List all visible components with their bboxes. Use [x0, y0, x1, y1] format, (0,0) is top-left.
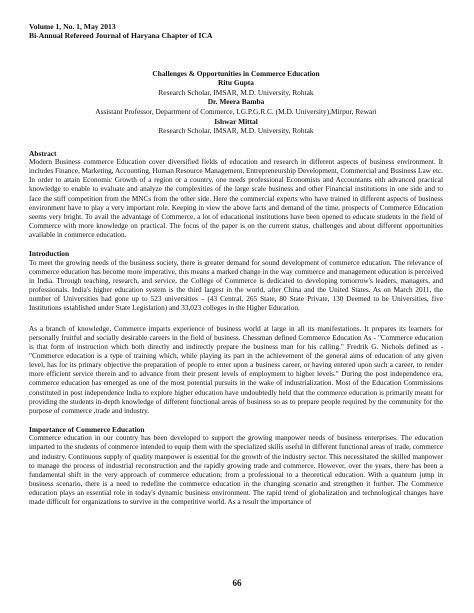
introduction-heading: Introduction	[29, 249, 70, 259]
abstract-heading: Abstract	[29, 148, 57, 158]
author-affiliation: Research Scholar, IMSAR, M.D. University, Rohtak	[158, 87, 314, 97]
author-name: Ishwar Mittal	[214, 116, 258, 126]
author-affiliation: Assistant Professor, Department of Commerce, I.G.P.G.R.C. (M.D. University),Mirpur, Rewari	[95, 106, 377, 116]
author-name: Ritu Gupta	[218, 78, 254, 88]
author-name: Dr. Meera Bamba	[207, 97, 265, 107]
author-affiliation: Research Scholar, IMSAR, M.D. University, Rohtak	[158, 126, 314, 136]
importance-heading: Importance of Commerce Education	[29, 425, 145, 435]
abstract-text: Modern Business commerce Education cover diversified fields of education and research in different aspects of business environment. It includes Finance, Marketing, Accounting, Human Resource Management, Entrepreneurship Development, Commercial and Business Law etc. In order to attain Economic Growth of a region or a country, one needs professional Economists and Accountants eith advanced practical knowledge to enable to evaluate and analyze the complexities of the large scale business and other Financial institutions in one side and to face the stiff competition from the MNCs from the other side. Here the commercial experts who have trained in different aspects of business environment have to play a very important role. Keeping in view the above facts and demand of the time, prospects of Commerce Education seems very bright. To avail the advantage of Commerce, a lot of educational institutions have been opened to educate students in the field of Commerce with more knowledge on practical. The focus of the paper is on the current status, challenges and about different opportunities available in commerce education.	[29, 157, 443, 240]
introduction-paragraph: As a branch of knowledge, Commerce imparts experience of business world at large in all its manifestations. It prepares its learners for personally fruitful and socially desirable careers in the field of business. Chessman defined Commerce Education As - "Commerce education is that form of instruction which both directly and indirectly prepare the business man for his calling." Fredrik G. Nichols defined as - "Commerce education is a type of training which, while playing its part in the achievement of the general aims of education of any given level, has for its primary objective the preparation of people to enter upon a business career, or having entered upon such a career, to render more efficient service therein and to advance from their present levels of employment to higher levels." During the post independence era, commerce education has emerged as one of the most potential pursuits in the wake of industrialization. Most of the Education Commissions constituted in post independence India to explore higher education have undoubtedly held that the commerce education is primarily meant for providing the students in-depth knowledge of different functional areas of business so as to prepare people required by the community for the purpose of commerce ,trade and industry.	[29, 324, 443, 415]
introduction-paragraph: To meet the growing needs of the business society, there is greater demand for sound development of commerce education. The relevance of commerce education has become more imperative, this means a marked change in the way commerce and management education is perceived in India. Through teaching, research, and service, the College of Commerce is dedicated to developing tomorrow's leaders, managers, and professionals. India's higher education system is the third largest in the world, after China and the United States. As on March 2011, the number of Universities had gone up to 523 universities – (43 Central, 265 State, 80 State Private, 130 Deemed to be Universities, five Institutions established under State Legislation) and 33,023 colleges in the Higher Education.	[29, 258, 443, 313]
journal-name: Bi-Annual Refereed Journal of Haryana Chapter of ICA	[29, 31, 213, 41]
importance-text: Commerce education in our country has been developed to support the growing manpower needs of business enterprises. The education imparted to the students of commerce intended to equip them with the specialized skills useful in different functional areas of trade, commerce and industry. Continuous supply of quality manpower is essential for the growth of the industry sector. This necessitated the skilled manpower to manage the process of industrial reconstruction and the rapidly growing trade and commerce. However, over the years, there has been a fundamental shift in the very approach of commerce education; from a professional to a theoretical education. With a quantum jump in business scenario, there is a need to redefine the commerce education in the changing scenario and strengthen it further. The Commerce education plays an essential role in today's dynamic business environment. The rapid trend of globalization and technological changes have made difficult for organizations to survive in the competitive world. As a result the importance of	[29, 434, 443, 507]
paper-title: Challenges & Opportunities in Commerce Education	[152, 68, 320, 78]
volume-line: Volume 1, No. 1, May 2013	[29, 22, 116, 31]
title-block	[29, 69, 443, 136]
journal-header	[29, 22, 443, 41]
page-number: 66	[232, 578, 242, 588]
